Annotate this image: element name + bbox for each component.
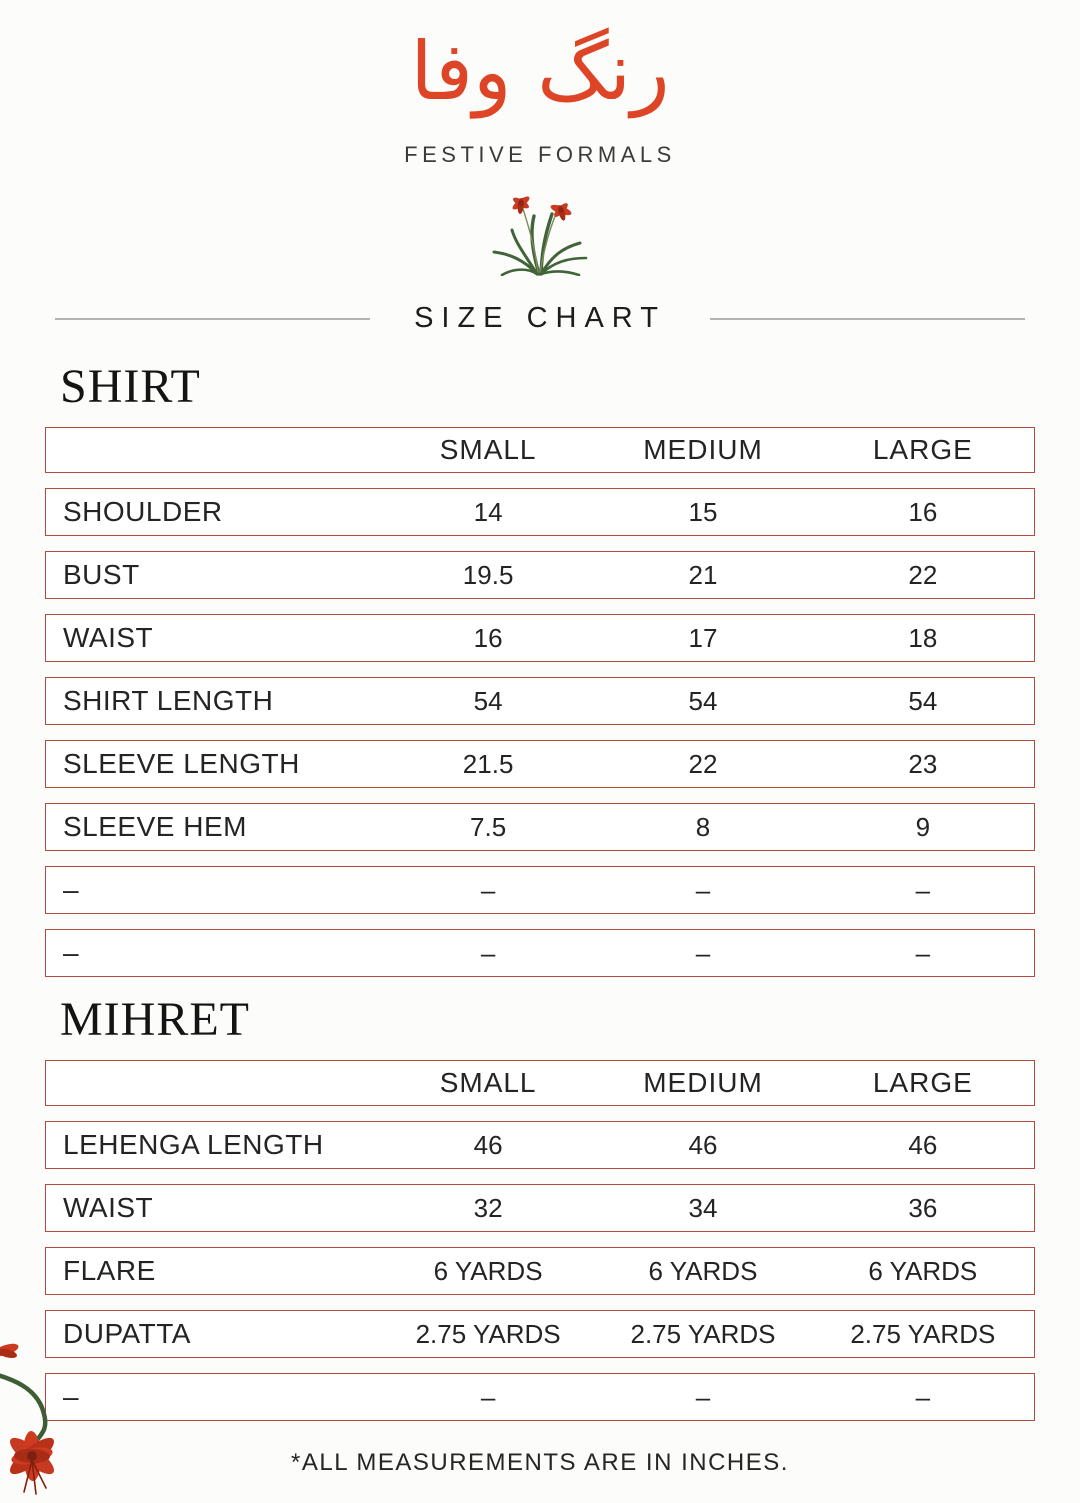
- row-value-large: 22: [908, 559, 938, 590]
- row-value-small: 6 YARDS: [433, 1255, 543, 1286]
- row-value-small: 21.5: [462, 748, 514, 779]
- column-header-large: LARGE: [872, 1067, 973, 1098]
- row-value-medium: –: [695, 1381, 711, 1412]
- row-value-medium: –: [695, 937, 711, 968]
- row-value-medium: 22: [688, 748, 718, 779]
- row-label: LEHENGA LENGTH: [63, 1129, 324, 1160]
- row-value-large: 18: [908, 622, 938, 653]
- table-row-flare: [45, 1247, 1035, 1295]
- row-label: –: [63, 937, 80, 968]
- row-value-small: 32: [473, 1192, 503, 1223]
- row-label: DUPATTA: [63, 1318, 191, 1349]
- table-row-shirt-length: [45, 677, 1035, 725]
- row-label: WAIST: [63, 1192, 154, 1223]
- row-value-small: 19.5: [462, 559, 514, 590]
- row-label: –: [63, 1381, 80, 1412]
- table-title-mihret: MIHRET: [60, 993, 250, 1046]
- row-value-medium: 6 YARDS: [648, 1255, 758, 1286]
- table-row-sleeve-hem: [45, 803, 1035, 851]
- column-header-medium: MEDIUM: [643, 1067, 763, 1098]
- row-value-small: 14: [473, 496, 503, 527]
- row-value-medium: 34: [688, 1192, 718, 1223]
- row-value-medium: 15: [688, 496, 718, 527]
- right-divider-line: [710, 318, 1025, 320]
- row-value-medium: 2.75 YARDS: [630, 1318, 776, 1349]
- left-divider-line: [55, 318, 370, 320]
- row-value-large: 23: [908, 748, 938, 779]
- row-value-large: 16: [908, 496, 938, 527]
- table-title-shirt: SHIRT: [60, 360, 201, 413]
- size-chart-title: SIZE CHART: [414, 302, 666, 334]
- table-header-row: [45, 427, 1035, 473]
- row-value-large: 46: [908, 1129, 938, 1160]
- row-value-small: 7.5: [470, 811, 507, 842]
- column-header-small: SMALL: [439, 1067, 537, 1098]
- column-header-small: SMALL: [439, 434, 537, 465]
- row-label: WAIST: [63, 622, 154, 653]
- table-row-waist: [45, 1184, 1035, 1232]
- row-value-large: 36: [908, 1192, 938, 1223]
- row-value-medium: 8: [695, 811, 711, 842]
- row-value-large: 9: [915, 811, 931, 842]
- row-label: SLEEVE LENGTH: [63, 748, 300, 779]
- row-value-medium: 46: [688, 1129, 718, 1160]
- flower-bouquet-icon: [482, 188, 598, 276]
- row-value-small: –: [480, 937, 496, 968]
- brand-subtitle: FESTIVE FORMALS: [404, 142, 676, 167]
- shirt-size-table: [45, 427, 1035, 977]
- row-label: SHOULDER: [63, 496, 223, 527]
- table-row-blank-1: [45, 1373, 1035, 1421]
- column-header-large: LARGE: [872, 434, 973, 465]
- table-row-sleeve-length: [45, 740, 1035, 788]
- row-value-medium: –: [695, 874, 711, 905]
- table-row-blank-1: [45, 866, 1035, 914]
- hanging-lily-icon: [0, 1336, 116, 1503]
- table-row-bust: [45, 551, 1035, 599]
- row-value-large: 2.75 YARDS: [850, 1318, 996, 1349]
- row-label: SLEEVE HEM: [63, 811, 247, 842]
- size-chart-heading-row: [55, 302, 1025, 335]
- table-row-waist: [45, 614, 1035, 662]
- row-value-small: –: [480, 874, 496, 905]
- row-value-large: –: [915, 874, 931, 905]
- row-label: –: [63, 874, 80, 905]
- mihret-size-table: [45, 1060, 1035, 1421]
- row-value-medium: 54: [688, 685, 718, 716]
- table-row-shoulder: [45, 488, 1035, 536]
- row-value-small: 46: [473, 1129, 503, 1160]
- measurements-footnote: *ALL MEASUREMENTS ARE IN INCHES.: [291, 1449, 789, 1476]
- table-header-row: [45, 1060, 1035, 1106]
- row-value-medium: 21: [688, 559, 718, 590]
- row-value-medium: 17: [688, 622, 718, 653]
- row-value-large: –: [915, 937, 931, 968]
- row-label: FLARE: [63, 1255, 156, 1286]
- row-label: BUST: [63, 559, 140, 590]
- row-value-small: 2.75 YARDS: [415, 1318, 561, 1349]
- table-row-dupatta: [45, 1310, 1035, 1358]
- row-value-small: 16: [473, 622, 503, 653]
- column-header-medium: MEDIUM: [643, 434, 763, 465]
- row-label: SHIRT LENGTH: [63, 685, 274, 716]
- table-row-blank-2: [45, 929, 1035, 977]
- row-value-large: –: [915, 1381, 931, 1412]
- row-value-small: 54: [473, 685, 503, 716]
- row-value-large: 6 YARDS: [868, 1255, 978, 1286]
- brand-calligraphy-logo: رنگ وفا: [410, 25, 670, 118]
- table-row-lehenga-length: [45, 1121, 1035, 1169]
- row-value-small: –: [480, 1381, 496, 1412]
- row-value-large: 54: [908, 685, 938, 716]
